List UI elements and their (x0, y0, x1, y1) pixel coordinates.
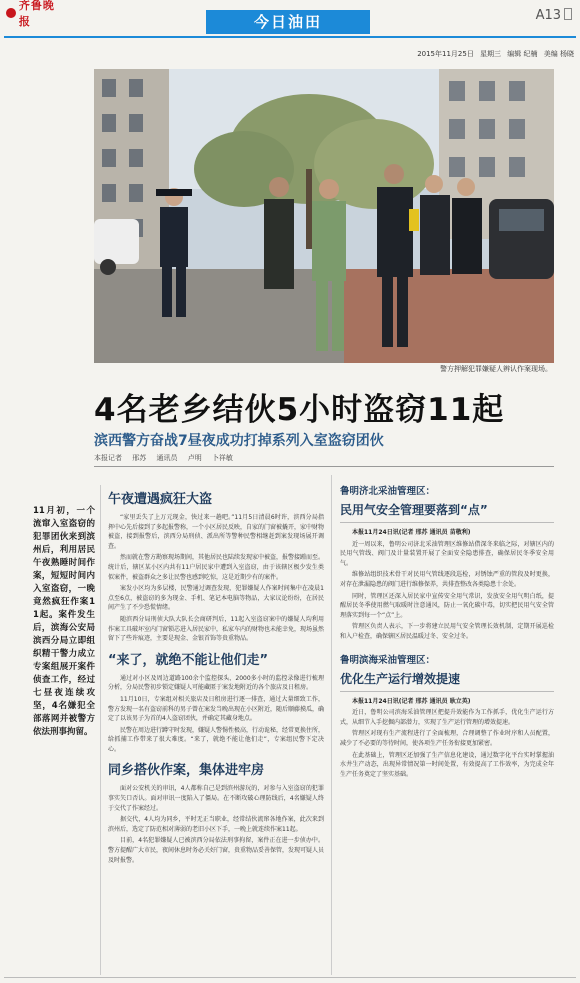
byline (94, 453, 241, 463)
issue-designer: 美编 杨晓 (543, 50, 574, 58)
section-heading-1: 午夜遭遇疯狂大盗 (108, 492, 213, 507)
article-paragraph: 据交代，4人均为同乡，平时无正当职业，经常结伙流窜各地作案，此次来到滨州后，选定了防范相对薄弱的老旧小区下手，一晚上就连续作案11起。 (108, 816, 324, 833)
story-heading-2: 优化生产运行增效提速 (340, 670, 554, 692)
article-paragraph: 案发小区均为多层楼，民警通过调查发现，犯罪嫌疑人作案时间集中在凌晨1点至6点，被盗窃的多为现金、手机、笔记本电脑等物品，大家议论纷纷，在居民间产生了不少恐慌情绪。 (108, 585, 324, 612)
page-number-text: A13 (535, 8, 561, 23)
byline-correspondent-label: 通讯员 (156, 454, 178, 462)
article-paragraph: 民警在周边进行蹲守时发现，嫌疑人警惕性极高，行动诡秘，经常更换住所，给抓捕工作带来了很大难度。“来了，就绝不能让他们走”，专案组民警下定决心。 (108, 726, 325, 753)
main-headline: 4名老乡结伙5小时盗窃11起 (94, 392, 505, 428)
story-kicker-1: 鲁明济北采油管理区： (340, 486, 436, 497)
story-heading-1: 民用气安全管理要落到“点” (340, 501, 554, 523)
sub-headline: 滨西警方奋战7昼夜成功打掉系列入室盗窃团伙 (94, 433, 384, 449)
issue-editor: 编辑 纪楠 (507, 50, 538, 58)
page-icon (564, 8, 572, 20)
byline-correspondent-2: 卜祥敏 (211, 454, 233, 462)
story-kicker-2: 鲁明滨海采油管理区： (340, 654, 436, 666)
story-paragraph: 近一周以来，鲁明公司济北采油管理区维修站借深冬来临之际，对辖区内的民用气管线、阀门及计量装置开展了全面安全隐患排查，确保居民冬季安全用气。 (340, 540, 554, 567)
section-heading-3: 同乡搭伙作案，集体进牢房 (108, 763, 265, 779)
article-paragraph: 然而就在警方勘察现场期间，其他居民也陆续发现家中被盗，报警接踵而至。统计后，辖区某小区内共有11户居民家中遭到入室盗窃，由于该辖区极少发生类似案件，被盗群众之多让民警也感到吃惊，这是近期少有的案件。 (108, 554, 325, 581)
police-escort-photo (94, 69, 554, 363)
masthead-logo (6, 0, 66, 28)
article-paragraph: 通过对小区及周边道路100余个监控探头、2000多小时的监控录像进行梳理分析，分局民警初步锁定嫌疑人可能藏匿于案发地附近的各个旅店及日租房。 (108, 674, 324, 692)
story-paragraph: 在此基础上，管理区还加强了生产信息化建设，通过数字化平台实时掌握油水井生产动态，出现异常情况第一时间处置，有效提高了工作效率，为完成全年生产任务奠定了坚实基础。 (340, 751, 554, 778)
byline-reporter-label: 本报记者 (94, 454, 122, 462)
article-paragraph: 11月10日，专案组对相关旅店及日租房进行逐一排查，通过大量细致工作，警方发现一名有盗窃前科的男子曾在案发当晚出现在小区附近，随后顺藤摸瓜，确定了以该男子为首的4人盗窃团伙，并确定其藏身地点。 (108, 695, 325, 723)
story-dateline: 本报11月24日讯(记者 邢苏 通讯员 苗敬利) (352, 529, 471, 536)
article-paragraph: 目前，4名犯罪嫌疑人已被滨西分局依法刑事拘留，案件正在进一步侦办中。警方提醒广大市民，夜间休息时务必关好门窗，贵重物品妥善保管，发现可疑人员及时报警。 (108, 837, 325, 864)
summary-divider (100, 485, 101, 975)
story-spacer (340, 644, 554, 652)
issue-date: 2015年11月25日 (417, 50, 474, 58)
news-photo (94, 69, 554, 363)
logo-mark-icon (6, 8, 16, 18)
byline-reporter: 邢苏 (132, 454, 147, 462)
byline-correspondent-1: 卢明 (187, 454, 202, 462)
story-lead (340, 697, 554, 707)
article-summary: 11月初，一个流窜入室盗窃的犯罪团伙来到滨州后，利用居民午夜熟睡时间作案，短短时间内入室盗窃，一晚竟然疯狂作案11起。案件发生后，滨海公安局滨西分局立即组织精干警力成立专案组展开案件侦查工作，经过七昼夜连续攻坚，4名嫌犯全部落网并被警方依法刑事拘留。 (33, 506, 95, 737)
page-number (536, 8, 572, 23)
section-banner: 今日油田 (206, 10, 370, 34)
article-paragraph: 随滨西分局刑侦大队大队长会商研判后，11起入室盗窃案中的嫌疑人均利用作案工具破坏室内门窗锁芯进入居民家中，私家车内的财物也未能幸免，现场虽然留下了些许痕迹，主要是现金、金银首饰等贵重物品。 (108, 615, 325, 643)
section-heading-2: “来了，就绝不能让他们走” (108, 652, 269, 668)
issue-weekday: 星期三 (480, 50, 502, 58)
story-paragraph: 管理区负责人表示，下一步将建立民用气安全管理长效机制，定期开展巡检和入户检查，确保辖区居民温暖过冬、安全过冬。 (340, 623, 554, 640)
story-lead (340, 528, 554, 538)
issue-meta (413, 49, 574, 59)
side-news-column (340, 483, 554, 781)
logo-text: 齐鲁晚报 (18, 0, 55, 28)
story-paragraph: 维修站组织技术骨干对民用气管线逐段巡检，对锈蚀严重的管段及时更换，对存在泄漏隐患的阀门进行维修保养，共排查整改各类隐患十余处。 (340, 571, 554, 588)
story-dateline: 本报11月24日讯(记者 邢苏 通讯员 耿立英) (352, 697, 471, 705)
story-paragraph: 同时，管理区还深入居民家中宣传安全用气常识，发放安全用气明白纸，提醒居民冬季使用燃气取暖时注意通风，防止一氧化碳中毒，切实把民用气安全管理落实到每一个“点”上。 (340, 592, 554, 619)
headline-divider (94, 466, 554, 467)
photo-caption: 警方押解犯罪嫌疑人辨认作案现场。 (440, 365, 552, 373)
story-paragraph: 近日，鲁明公司滨海采油管理区把提升效能作为工作抓手，优化生产运行方式，从细节入手挖掘内部潜力，实现了生产运行管理的增效提速。 (340, 709, 554, 726)
page-bottom-divider (4, 977, 576, 978)
main-article-body (108, 483, 324, 867)
article-paragraph: “家里丢失了上万元现金，快过来一趟吧。”11月5日清晨6时许，滨西分局指挥中心先后接到了多起报警称，一个小区居民反映，自家的门窗被撬开，家中财物被盗，接到报警后，滨西分局刑侦、派出所等警种民警相继赶到案发现场展开调查。 (108, 514, 325, 550)
story-paragraph: 管理区对现有生产流程进行了全面梳理，合理调整了作业时序和人员配置，减少了不必要的等待时间，使各项生产任务衔接更加紧密。 (340, 730, 554, 747)
header-divider (4, 36, 576, 38)
column-divider (331, 475, 332, 975)
article-paragraph: 面对公安机关的审讯，4人都称自己是到滨州游玩的，对参与入室盗窃的犯罪事实矢口否认。面对审讯一度陷入了僵局。在不断攻破心理防线后，4名嫌疑人终于交代了作案经过。 (108, 785, 324, 812)
